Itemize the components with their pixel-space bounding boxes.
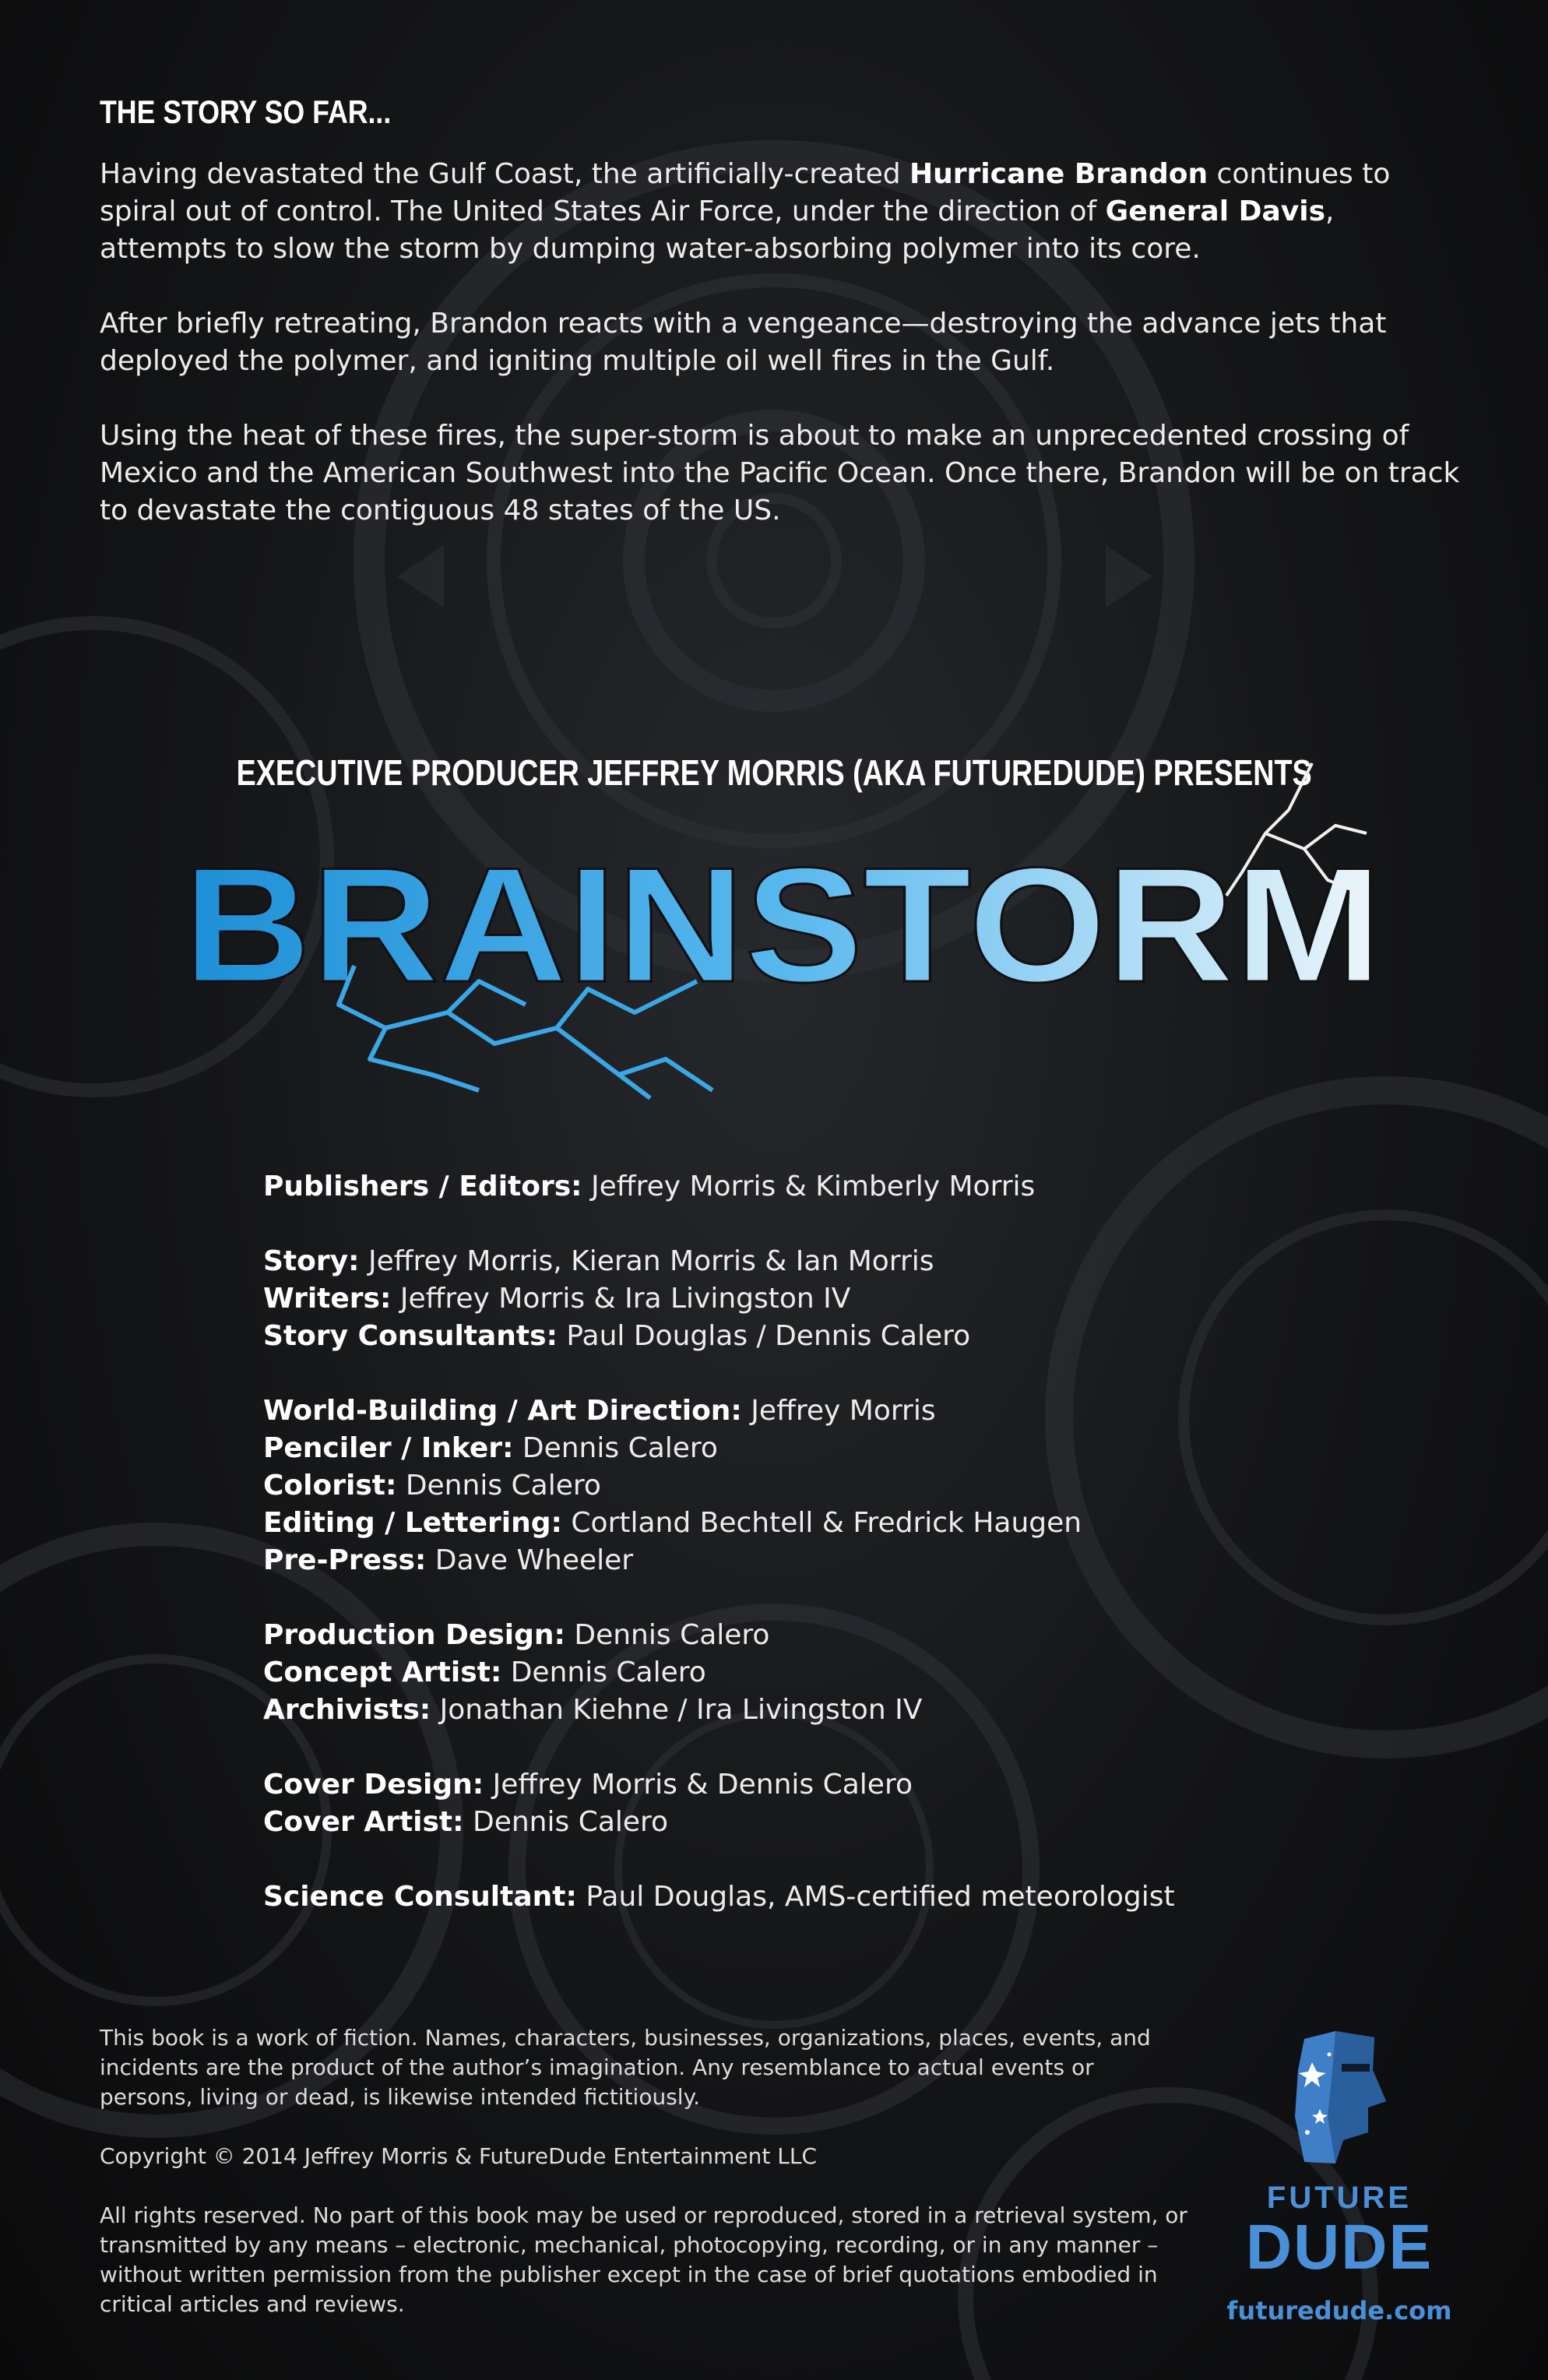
story-emphasis: Hurricane Brandon [909,158,1208,190]
credit-gap [263,1579,1431,1617]
credit-line [263,1692,1431,1729]
credit-line [263,1505,1431,1542]
credit-line [263,1243,1431,1280]
credit-line [263,1430,1431,1467]
brand-dude: DUDE [1245,2212,1434,2283]
story-paragraphs [100,156,1470,530]
brand-url[interactable]: futuredude.com [1226,2296,1452,2325]
credit-role: World-Building / Art Direction: [263,1395,742,1427]
story-heading: THE STORY SO FAR... [100,93,392,130]
credit-line [263,1318,1431,1355]
presents-text: EXECUTIVE PRODUCER JEFFREY MORRIS (AKA FUTUREDUDE) PRESENTS [236,752,1312,793]
rights-notice: All rights reserved. No part of this book may be used or reproduced, stored in a retrieval system, or transmitted by any means – electronic, mechanical, photocopying, recording, or in any manner – without written permission from the publisher except in the case of brief quotations embodied in critical articles and reviews. [100,2202,1187,2317]
credit-role: Concept Artist: [263,1656,502,1688]
credit-role: Cover Artist: [263,1806,464,1838]
credit-names: Dennis Calero [472,1806,669,1838]
story-emphasis: General Davis [1105,195,1326,227]
story-so-far [100,93,1470,567]
credit-role: Cover Design: [263,1769,484,1801]
credit-names: Jonathan Kiehne / Ira Livingston IV [439,1694,923,1726]
credit-names: Jeffrey Morris & Ira Livingston IV [399,1283,851,1315]
credit-names: Dave Wheeler [434,1544,634,1576]
fiction-notice: This book is a work of fiction. Names, characters, businesses, organizations, places, events, and incidents are the product of the author’s imagination. Any resemblance to actual events or persons, living or dead, is likewise intended fictitiously. [100,2025,1151,2110]
story-paragraph [100,305,1470,380]
story-text: continues to spiral out of control. The United States Air Force, under the direction of [100,158,1391,227]
credit-role: Production Design: [263,1619,565,1651]
credit-gap [263,1206,1431,1243]
brainstorm-logo [152,748,1413,1106]
credit-line [263,1878,1431,1916]
credit-names: Paul Douglas, AMS-certified meteorologist [586,1881,1175,1913]
credit-line [263,1617,1431,1654]
credit-role: Writers: [263,1283,392,1315]
story-paragraph [100,417,1470,530]
story-text: , attempts to slow the storm by dumping water-absorbing polymer into its core. [100,195,1335,265]
credit-names: Paul Douglas / Dennis Calero [566,1320,971,1352]
credit-line [263,1654,1431,1692]
brand-future: FUTURE [1266,2181,1413,2215]
credit-gap [263,1729,1431,1766]
credit-gap [263,1355,1431,1392]
credit-gap [263,1841,1431,1878]
credit-line [263,1280,1431,1318]
credit-line [263,1392,1431,1430]
credits [263,1168,1431,1916]
credit-role: Publishers / Editors: [263,1171,582,1202]
logo-title: BRAINSTORM [183,833,1382,1016]
story-paragraph [100,156,1470,268]
credit-role: Story Consultants: [263,1320,558,1352]
credit-role: Editing / Lettering: [263,1507,562,1539]
legal-notice [100,2023,1190,2349]
credit-line [263,1467,1431,1505]
credit-names: Dennis Calero [574,1619,770,1651]
credit-names: Dennis Calero [405,1470,601,1502]
credit-role: Archivists: [263,1694,431,1726]
credit-line [263,1168,1431,1206]
credit-names: Dennis Calero [510,1656,706,1688]
credit-names: Jeffrey Morris [751,1395,936,1427]
credit-names: Jeffrey Morris & Kimberly Morris [591,1171,1036,1202]
copyright-line: Copyright © 2014 Jeffrey Morris & FutureDude Entertainment LLC [100,2143,818,2169]
credit-role: Penciler / Inker: [263,1432,514,1464]
credit-role: Pre-Press: [263,1544,427,1576]
futuredude-mask-icon [1281,2023,1398,2171]
credit-names: Jeffrey Morris & Dennis Calero [492,1769,913,1801]
credit-role: Science Consultant: [263,1881,577,1913]
story-text: Having devastated the Gulf Coast, the artificially-created [100,158,910,190]
story-text: After briefly retreating, Brandon reacts with a vengeance—destroying the advance jets that deployed the polymer, and igniting multiple oil well fires in the Gulf. [100,308,1387,377]
credit-names: Cortland Bechtell & Fredrick Haugen [571,1507,1082,1539]
credit-line [263,1542,1431,1579]
futuredude-brand [1223,2023,1456,2325]
credit-names: Jeffrey Morris, Kieran Morris & Ian Morris [368,1245,934,1277]
credit-line [263,1804,1431,1841]
credit-line [263,1766,1431,1804]
credit-role: Colorist: [263,1470,397,1502]
story-text: Using the heat of these fires, the super-storm is about to make an unprecedented crossing of Mexico and the American Southwest into the Pacific Ocean. Once there, Brandon will be on track to devastate the contiguous 48 states of the US. [100,420,1460,526]
credit-names: Dennis Calero [522,1432,718,1464]
credit-role: Story: [263,1245,360,1277]
